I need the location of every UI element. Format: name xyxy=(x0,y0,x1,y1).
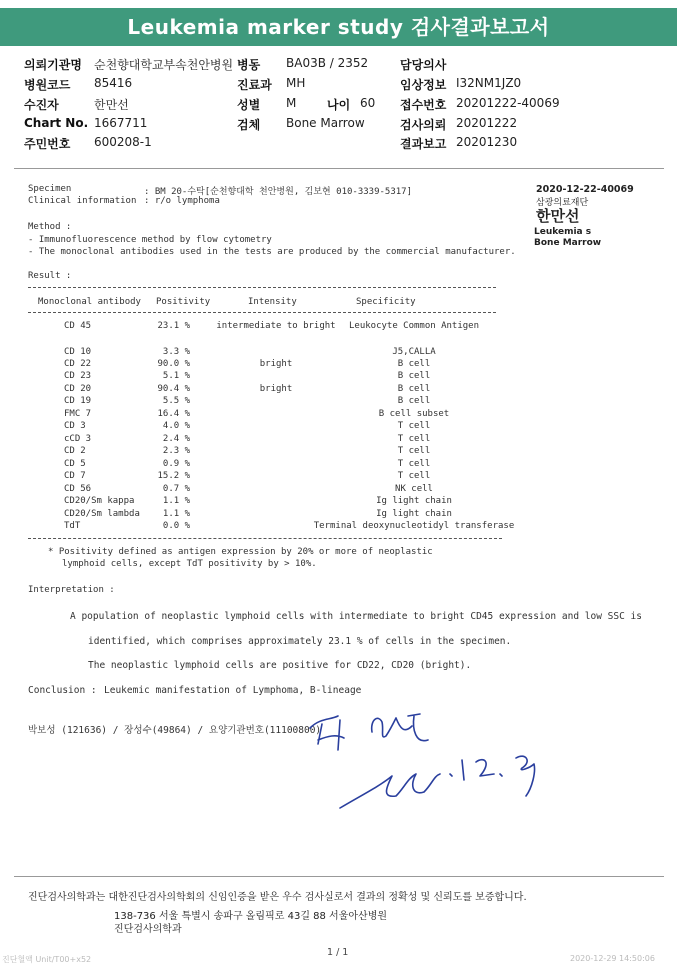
col-specificity: Specificity xyxy=(356,297,416,307)
info-label: 성별 xyxy=(237,98,261,112)
divider xyxy=(14,168,664,169)
info-label: 담당의사 xyxy=(400,58,447,72)
conclusion-value: Leukemic manifestation of Lymphoma, B-lineage xyxy=(104,685,362,696)
info-label: 병원코드 xyxy=(24,78,71,92)
cell-antibody: CD 5 xyxy=(64,459,86,469)
cell-antibody: CD20/Sm lambda xyxy=(64,509,140,519)
cell-specificity: B cell xyxy=(397,359,431,369)
info-value: 85416 xyxy=(94,76,133,90)
method-line1: - Immunofluorescence method by flow cytometry xyxy=(28,235,272,245)
cell-positivity: 1.1 % xyxy=(162,496,190,506)
cell-positivity: 90.0 % xyxy=(157,359,190,369)
table-row xyxy=(0,321,677,333)
interpretation-line1: A population of neoplastic lymphoid cells with intermediate to bright CD45 expression and low SSC is xyxy=(70,611,642,622)
cell-antibody: CD 7 xyxy=(64,471,86,481)
table-row xyxy=(0,434,677,446)
cell-antibody: CD 45 xyxy=(64,321,92,331)
table-row xyxy=(0,371,677,383)
page-number: 1 / 1 xyxy=(327,947,349,958)
cell-positivity: 5.1 % xyxy=(162,371,190,381)
signers: 박보성 (121636) / 장성수(49864) / 요양기관번호(11100800) xyxy=(28,725,322,736)
info-value: 20201230 xyxy=(456,135,518,149)
info-value: 1667711 xyxy=(94,116,148,130)
cell-specificity: T cell xyxy=(397,471,431,481)
footer-note: 진단검사의학과는 대한진단검사의학회의 신임인증을 받은 우수 검사실로서 결과의 정확성 및 신뢰도를 보증합니다. xyxy=(28,892,527,903)
info-value: 600208-1 xyxy=(94,135,152,149)
cell-intensity: bright xyxy=(259,359,293,369)
result-heading: Result : xyxy=(28,271,72,281)
col-positivity: Positivity xyxy=(156,297,211,307)
info-value: 순천향대학교부속천안병원 xyxy=(94,58,234,72)
cell-positivity: 2.3 % xyxy=(162,446,190,456)
cell-specificity: T cell xyxy=(397,434,431,444)
interpretation-line3: The neoplastic lymphoid cells are positive for CD22, CD20 (bright). xyxy=(88,660,472,671)
info-label: 검체 xyxy=(237,118,261,132)
info-label: 진료과 xyxy=(237,78,272,92)
cell-positivity: 16.4 % xyxy=(157,409,190,419)
cell-antibody: cCD 3 xyxy=(64,434,92,444)
table-row xyxy=(0,384,677,396)
info-label: 검사의뢰 xyxy=(400,118,447,132)
info-label: 나이 xyxy=(327,98,351,112)
info-label: 결과보고 xyxy=(400,137,447,151)
cell-antibody: CD 20 xyxy=(64,384,92,394)
table-bottom-rule xyxy=(28,538,502,539)
table-row xyxy=(0,446,677,458)
cell-positivity: 3.3 % xyxy=(162,347,190,357)
cell-antibody: CD 23 xyxy=(64,371,92,381)
col-antibody: Monoclonal antibody xyxy=(38,297,141,307)
clinical-label: Clinical information xyxy=(28,196,137,206)
cell-antibody: CD20/Sm kappa xyxy=(64,496,135,506)
interpretation-heading: Interpretation : xyxy=(28,585,115,595)
table-row xyxy=(0,409,677,421)
info-value: 60 xyxy=(360,96,376,110)
table-header-rule xyxy=(28,312,496,313)
footer-divider xyxy=(14,876,664,877)
cell-specificity: T cell xyxy=(397,459,431,469)
info-label: 의뢰기관명 xyxy=(24,58,82,72)
table-row xyxy=(0,459,677,471)
cell-specificity: Terminal deoxynucleotidyl transferase xyxy=(313,521,515,531)
cell-intensity: bright xyxy=(259,384,293,394)
stamp-line1: Leukemia s xyxy=(534,227,592,237)
cell-positivity: 0.0 % xyxy=(162,521,190,531)
table-row xyxy=(0,496,677,508)
cell-antibody: CD 2 xyxy=(64,446,86,456)
cell-positivity: 2.4 % xyxy=(162,434,190,444)
table-row xyxy=(0,521,677,533)
table-row xyxy=(0,396,677,408)
info-value: 20201222 xyxy=(456,116,518,130)
cell-positivity: 23.1 % xyxy=(157,321,190,331)
cell-antibody: CD 3 xyxy=(64,421,86,431)
method-line2: - The monoclonal antibodies used in the tests are produced by the commercial manufacturer. xyxy=(28,247,516,257)
info-label: Chart No. xyxy=(24,116,89,130)
cell-specificity: Ig light chain xyxy=(376,509,452,519)
footnote-line2: lymphoid cells, except TdT positivity by > 10%. xyxy=(62,559,317,569)
cell-specificity: B cell xyxy=(397,371,431,381)
cell-positivity: 0.9 % xyxy=(162,459,190,469)
table-row xyxy=(0,421,677,433)
patient-info xyxy=(0,52,677,152)
footer-dept: 진단검사의학과 xyxy=(114,924,182,935)
footnote-line1: * Positivity defined as antigen expression by 20% or more of neoplastic xyxy=(48,547,433,557)
footer-left-meta: 진단혈액 Unit/T00+x52 xyxy=(2,955,92,964)
cell-positivity: 4.0 % xyxy=(162,421,190,431)
clinical-value: : r/o lymphoma xyxy=(144,196,220,206)
info-label: 주민번호 xyxy=(24,137,71,151)
cell-specificity: B cell xyxy=(397,384,431,394)
cell-positivity: 0.7 % xyxy=(162,484,190,494)
info-label: 접수번호 xyxy=(400,98,447,112)
info-value: BA03B / 2352 xyxy=(286,56,369,70)
cell-specificity: T cell xyxy=(397,421,431,431)
conclusion-label: Conclusion : xyxy=(28,685,97,696)
info-value: 20201222-40069 xyxy=(456,96,560,110)
cell-positivity: 5.5 % xyxy=(162,396,190,406)
cell-specificity: Ig light chain xyxy=(376,496,452,506)
specimen-label: Specimen xyxy=(28,184,72,194)
cell-positivity: 90.4 % xyxy=(157,384,190,394)
table-row xyxy=(0,359,677,371)
info-value: M xyxy=(286,96,297,110)
table-row xyxy=(0,509,677,521)
table-row xyxy=(0,347,677,359)
cell-specificity: B cell subset xyxy=(378,409,450,419)
info-value: I32NM1JZ0 xyxy=(456,76,522,90)
interpretation-line2: identified, which comprises approximately 23.1 % of cells in the specimen. xyxy=(88,636,512,647)
footer-right-meta: 2020-12-29 14:50:06 xyxy=(570,954,655,963)
cell-antibody: CD 22 xyxy=(64,359,92,369)
stamp-line2: Bone Marrow xyxy=(534,238,602,248)
cell-antibody: TdT xyxy=(64,521,81,531)
table-row xyxy=(0,484,677,496)
specimen-value: : BM 20-수탁[순천향대학 천안병원, 김보현 010-3339-5317] xyxy=(144,187,413,197)
info-label: 임상정보 xyxy=(400,78,447,92)
stamp-number: 2020-12-22-40069 xyxy=(536,184,634,195)
cell-positivity: 1.1 % xyxy=(162,509,190,519)
cell-antibody: CD 19 xyxy=(64,396,92,406)
cell-antibody: CD 10 xyxy=(64,347,92,357)
method-heading: Method : xyxy=(28,222,72,232)
cell-specificity: Leukocyte Common Antigen xyxy=(348,321,480,331)
info-label: 병동 xyxy=(237,58,261,72)
stamp-name: 한만선 xyxy=(536,207,580,225)
cell-specificity: NK cell xyxy=(395,484,433,494)
cell-specificity: B cell xyxy=(397,396,431,406)
info-value: MH xyxy=(286,76,306,90)
info-value: 한만선 xyxy=(94,98,129,112)
cell-antibody: CD 56 xyxy=(64,484,92,494)
col-intensity: Intensity xyxy=(248,297,297,307)
cell-positivity: 15.2 % xyxy=(157,471,190,481)
cell-specificity: T cell xyxy=(397,446,431,456)
cell-intensity: intermediate to bright xyxy=(216,321,336,331)
table-top-rule xyxy=(28,287,496,288)
table-row xyxy=(0,471,677,483)
cell-specificity: J5,CALLA xyxy=(392,347,436,357)
stamp-org: 삼광의료재단 xyxy=(536,198,589,208)
info-value: Bone Marrow xyxy=(286,116,365,130)
footer-address: 138-736 서울 특별시 송파구 올림픽로 43길 88 서울아산병원 xyxy=(114,911,388,922)
handwritten-signature xyxy=(300,700,550,820)
info-label: 수진자 xyxy=(24,98,59,112)
cell-antibody: FMC 7 xyxy=(64,409,92,419)
report-title: Leukemia marker study 검사결과보고서 xyxy=(0,8,677,46)
